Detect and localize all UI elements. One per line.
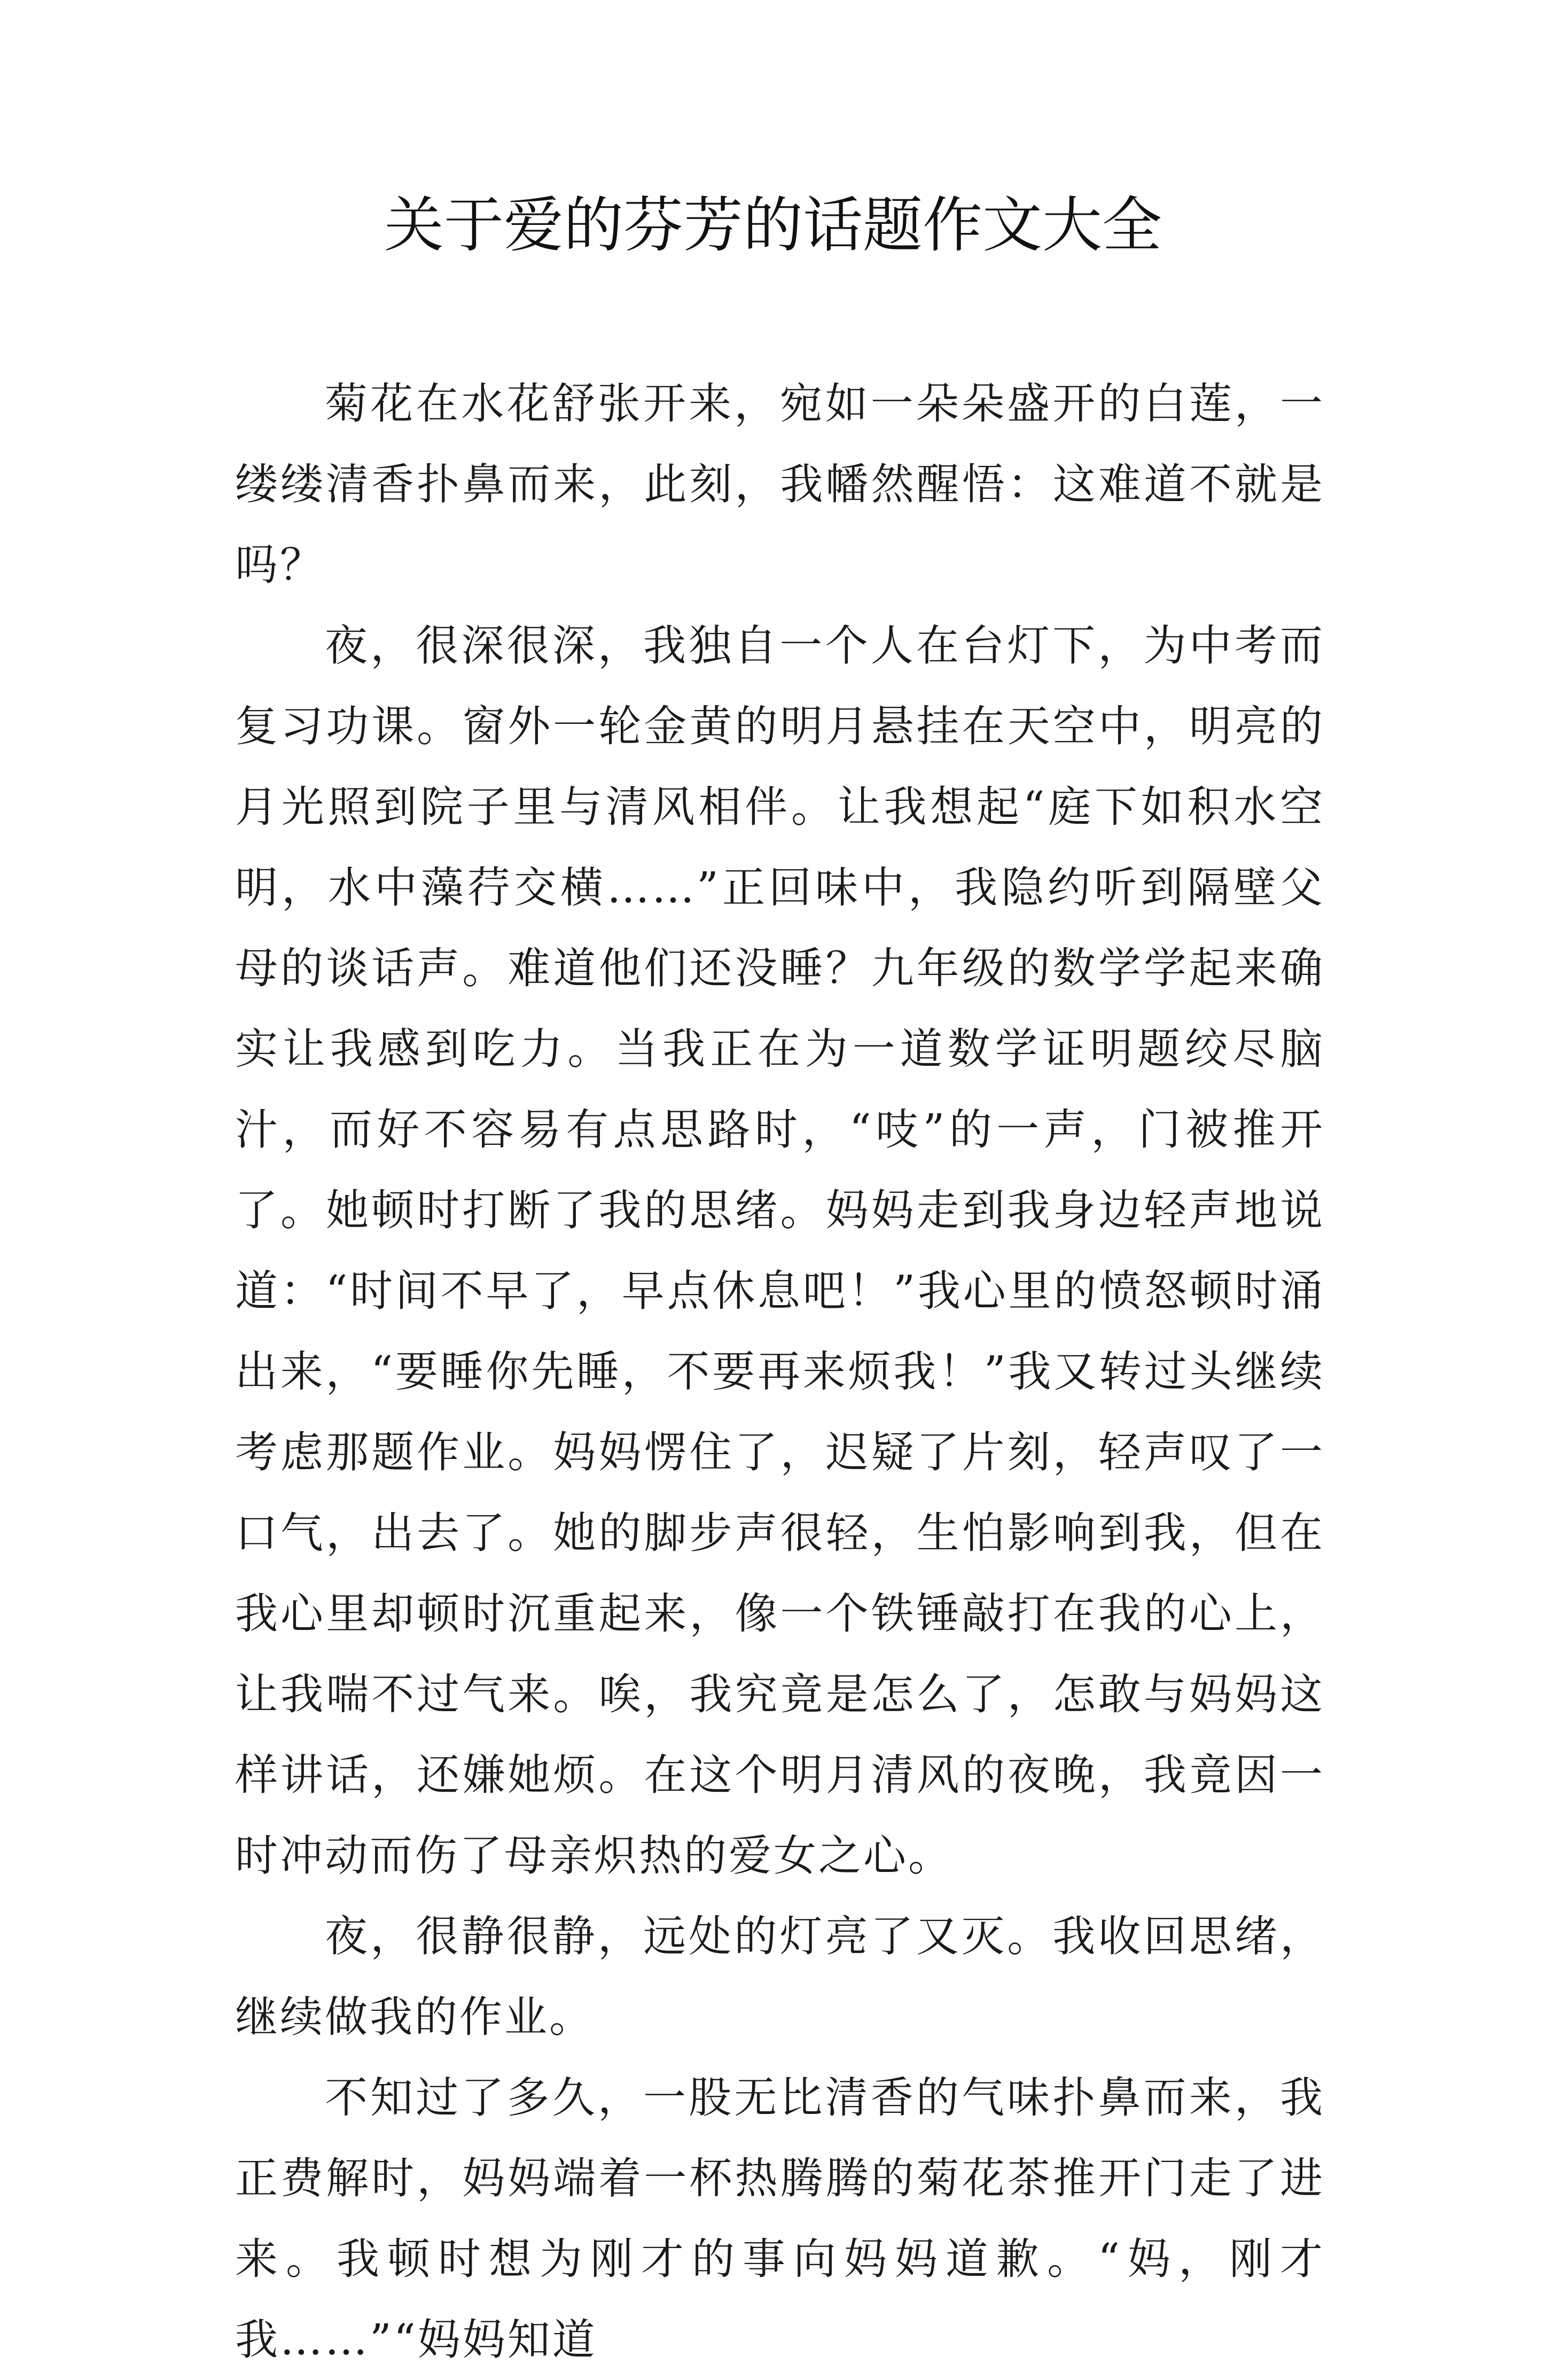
paragraph: 菊花在水花舒张开来，宛如一朵朵盛开的白莲，一缕缕清香扑鼻而来，此刻，我幡然醒悟：这难道不就是吗？ — [235, 379, 1325, 590]
document-body — [235, 363, 1325, 2380]
paragraph: 夜，很深很深，我独自一个人在台灯下，为中考而复习功课。窗外一轮金黄的明月悬挂在天空中，明亮的月光照到院子里与清风相伴。让我想起“庭下如积水空明，水中藻荇交横……”正回味中，我隐约听到隔壁父母的谈话声。难道他们还没睡？九年级的数学学起来确实让我感到吃力。当我正在为一道数学证明题绞尽脑汁，而好不容易有点思路时，“吱”的一声，门被推开了。她顿时打断了我的思绪。妈妈走到我身边轻声地说道：“时间不早了，早点休息吧！”我心里的愤怒顿时涌出来，“要睡你先睡，不要再来烦我！”我又转过头继续考虑那题作业。妈妈愣住了，迟疑了片刻，轻声叹了一口气，出去了。她的脚步声很轻，生怕影响到我，但在我心里却顿时沉重起来，像一个铁锤敲打在我的心上，让我喘不过气来。唉，我究竟是怎么了，怎敢与妈妈这样讲话，还嫌她烦。在这个明月清风的夜晚，我竟因一时冲动而伤了母亲炽热的爱女之心。 — [235, 621, 1325, 1880]
paragraph: 不知过了多久，一股无比清香的气味扑鼻而来，我正费解时，妈妈端着一杯热腾腾的菊花茶推开门走了进来。我顿时想为刚才的事向妈妈道歉。“妈，刚才我……”“妈妈知道 — [235, 2073, 1325, 2365]
paragraph: 夜，很静很静，远处的灯亮了又灭。我收回思绪，继续做我的作业。 — [235, 1911, 1325, 2042]
document-title: 关于爱的芬芳的话题作文大全 — [384, 191, 1162, 260]
